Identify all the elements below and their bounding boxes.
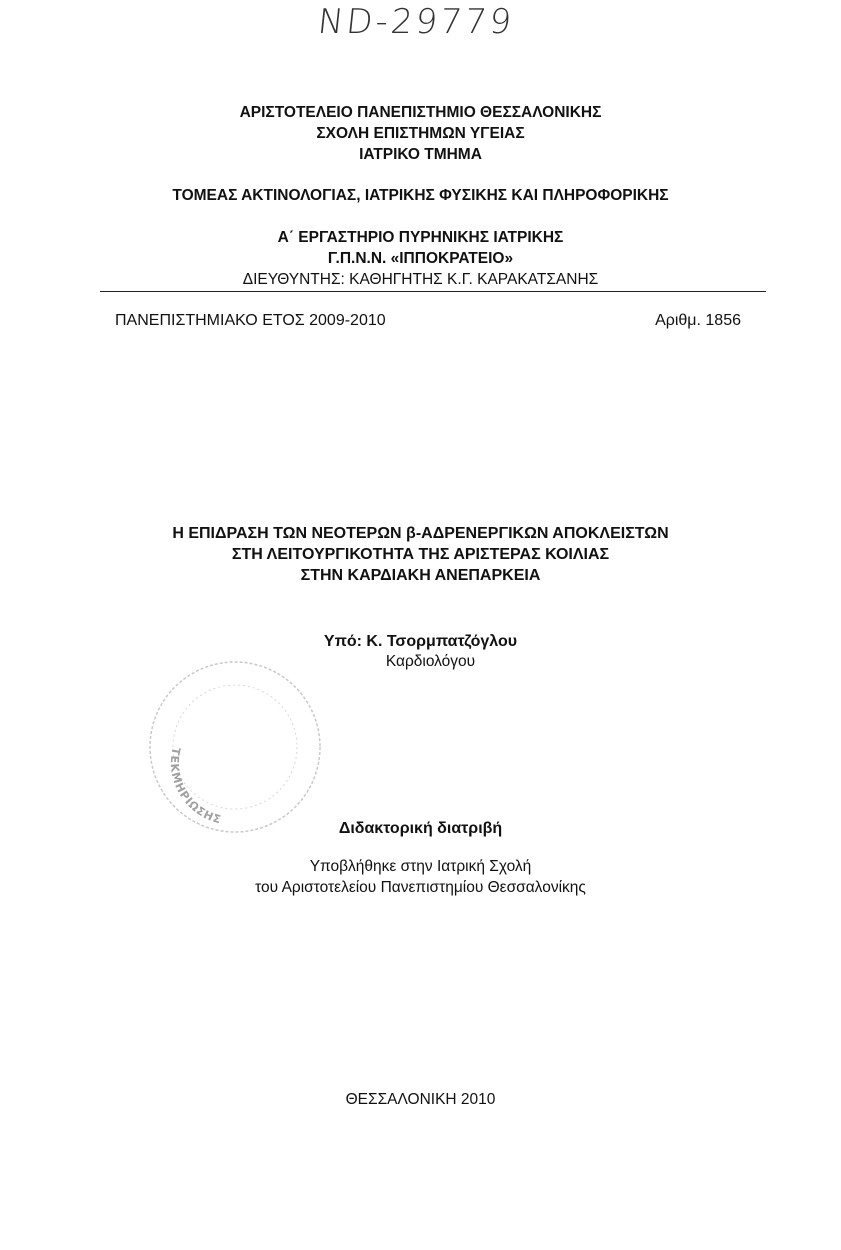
hospital-name: Γ.Π.Ν.Ν. «ΙΠΠΟΚΡΑΤΕΙΟ» [327,250,514,267]
submitted-line-1: Υποβλήθηκε στην Ιατρική Σχολή [309,858,532,875]
library-stamp [143,657,328,837]
director-line: ΔΙΕΥΘΥΝΤΗΣ: ΚΑΘΗΓΗΤΗΣ Κ.Γ. ΚΑΡΑΚΑΤΣΑΝΗΣ [242,271,599,288]
document-number: Αριθμ. 1856 [655,312,741,329]
department-name: ΙΑΤΡΙΚΟ ΤΜΗΜΑ [359,146,482,163]
author-role: Καρδιολόγου [385,653,476,670]
author-prefix: Υπό: [323,633,362,650]
place-date: ΘΕΣΣΑΛΟΝΙΚΗ 2010 [345,1091,496,1108]
header-divider [100,291,766,292]
author-line [0,632,841,652]
stamp-text: ΤΕΚΜΗΡΙΩΣΗΣ [167,746,224,827]
lab-name: Α΄ ΕΡΓΑΣΤΗΡΙΟ ΠΥΡΗΝΙΚΗΣ ΙΑΤΡΙΚΗΣ [277,229,564,246]
thesis-title-line-2: ΣΤΗ ΛΕΙΤΟΥΡΓΙΚΟΤΗΤΑ ΤΗΣ ΑΡΙΣΤΕΡΑΣ ΚΟΙΛΙΑΣ [231,546,610,563]
submitted-line-2: του Αριστοτελείου Πανεπιστημίου Θεσσαλονίκης [255,879,586,896]
thesis-title-line-1: Η ΕΠΙΔΡΑΣΗ ΤΩΝ ΝΕΟΤΕΡΩΝ β-ΑΔΡΕΝΕΡΓΙΚΩΝ ΑΠΟΚΛΕΙΣΤΩΝ [172,525,669,542]
academic-year: ΠΑΝΕΠΙΣΤΗΜΙΑΚΟ ΕΤΟΣ 2009-2010 [115,312,386,329]
school-name: ΣΧΟΛΗ ΕΠΙΣΤΗΜΩΝ ΥΓΕΙΑΣ [316,125,525,142]
sector-name: ΤΟΜΕΑΣ ΑΚΤΙΝΟΛΟΓΙΑΣ, ΙΑΤΡΙΚΗΣ ΦΥΣΙΚΗΣ ΚΑΙ ΠΛΗΡΟΦΟΡΙΚΗΣ [172,187,669,204]
university-name: ΑΡΙΣΤΟΤΕΛΕΙΟ ΠΑΝΕΠΙΣΤΗΜΙΟ ΘΕΣΣΑΛΟΝΙΚΗΣ [239,104,602,121]
document-type: Διδακτορική διατριβή [338,820,503,837]
thesis-title-line-3: ΣΤΗΝ ΚΑΡΔΙΑΚΗ ΑΝΕΠΑΡΚΕΙΑ [300,567,541,584]
handwritten-catalog-number: ND-29779 [315,2,517,42]
author-name: Κ. Τσορμπατζόγλου [366,633,518,650]
